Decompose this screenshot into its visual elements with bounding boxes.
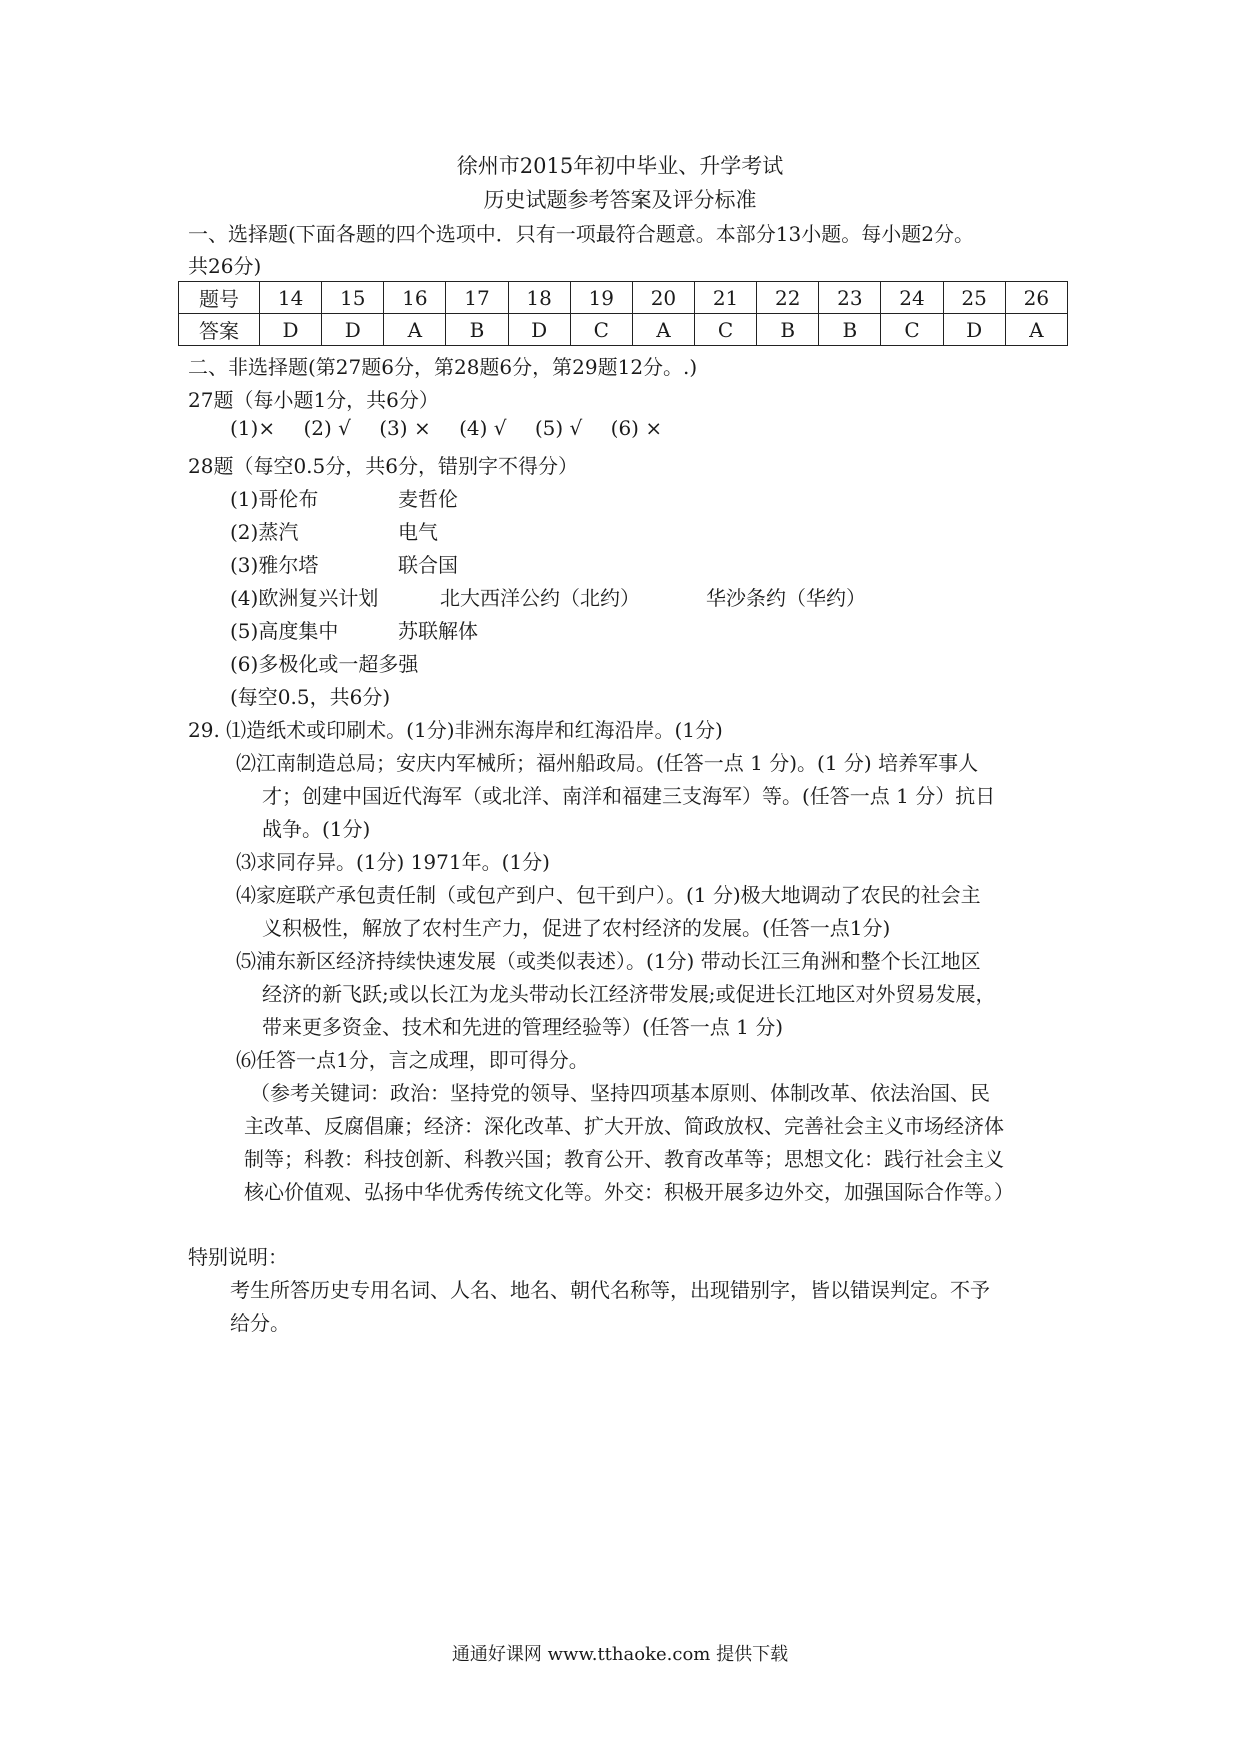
q29-part2-line: ⑵江南制造总局；安庆内军械所；福州船政局。(任答一点 1 分)。(1 分) 培养军事人 (236, 751, 979, 775)
q27-mark: (1)× (230, 416, 276, 440)
document-subtitle: 历史试题参考答案及评分标准 (483, 188, 757, 212)
q28-item: (3)雅尔塔 (230, 553, 319, 577)
answer-cell: C (694, 314, 756, 346)
question-number: 20 (632, 282, 694, 314)
answer-table (178, 281, 1068, 346)
answer-cell: B (819, 314, 881, 346)
answer-cell: B (446, 314, 508, 346)
q29-keywords-line: （参考关键词：政治：坚持党的领导、坚持四项基本原则、体制改革、依法治国、民 (250, 1081, 990, 1105)
question-number: 26 (1005, 282, 1067, 314)
q29-keywords-line: 制等；科教：科技创新、科教兴国；教育公开、教育改革等；思想文化：践行社会主义 (244, 1147, 1004, 1171)
q27-heading: 27题（每小题1分，共6分） (188, 388, 439, 412)
question-number: 19 (570, 282, 632, 314)
answer-cell: B (757, 314, 819, 346)
q28-item-answer: 联合国 (398, 553, 458, 577)
q29-part4-line: 义积极性，解放了农村生产力，促进了农村经济的发展。(任答一点1分) (262, 916, 891, 940)
q29-part2-line: 才；创建中国近代海军（或北洋、南洋和福建三支海军）等。(任答一点 1 分）抗日 (262, 784, 996, 808)
footer-credit: 通通好课网 www.tthaoke.com 提供下载 (451, 1644, 789, 1665)
question-number: 16 (384, 282, 446, 314)
q27-mark: (5) √ (534, 416, 583, 440)
answer-cell: A (1005, 314, 1067, 346)
q28-item-answer: 苏联解体 (398, 619, 478, 643)
q28-item-answer: 电气 (398, 520, 438, 544)
q29-part5-line: ⑸浦东新区经济持续快速发展（或类似表述）。(1分) 带动长江三角洲和整个长江地区 (236, 949, 981, 973)
question-number: 15 (322, 282, 384, 314)
row-label-answer: 答案 (179, 314, 260, 346)
answer-cell: D (943, 314, 1005, 346)
q29-part3: ⑶求同存异。(1分) 1971年。(1分) (236, 850, 550, 874)
q28-item-answer: 麦哲伦 (398, 487, 458, 511)
q29-part5-line: 经济的新飞跃;或以长江为龙头带动长江经济带发展;或促进长江地区对外贸易发展， (262, 982, 996, 1006)
q27-marks (230, 416, 662, 440)
question-number: 14 (260, 282, 322, 314)
q29-part2-line: 战争。(1分) (262, 817, 371, 841)
row-label-number: 题号 (179, 282, 260, 314)
q29-part5-line: 带来更多资金、技术和先进的管理经验等）(任答一点 1 分) (262, 1015, 784, 1039)
question-number: 24 (881, 282, 943, 314)
q29-part6: ⑹任答一点1分，言之成理，即可得分。 (236, 1048, 589, 1072)
q29-keywords-line: 核心价值观、弘扬中华优秀传统文化等。外交：积极开展多边外交，加强国际合作等。） (244, 1180, 1014, 1204)
special-text-line: 考生所答历史专用名词、人名、地名、朝代名称等，出现错别字，皆以错误判定。不予 (230, 1278, 990, 1302)
section1-heading: 一、选择题(下面各题的四个选项中．只有一项最符合题意。本部分13小题。每小题2分。 (188, 222, 974, 246)
question-number: 22 (757, 282, 819, 314)
answer-cell: A (384, 314, 446, 346)
answer-cell: D (322, 314, 384, 346)
q28-item-answer: 北大西洋公约（北约） (440, 586, 640, 610)
q28-heading: 28题（每空0.5分，共6分，错别字不得分） (188, 454, 578, 478)
answer-cell: D (508, 314, 570, 346)
q28-item: (1)哥伦布 (230, 487, 319, 511)
q27-mark: (2) √ (303, 416, 351, 440)
q29-part1: 29. ⑴造纸术或印刷术。(1分)非洲东海岸和红海沿岸。(1分) (188, 718, 723, 742)
q28-item: (2)蒸汽 (230, 520, 299, 544)
table-row-answers (179, 314, 1068, 346)
q29-keywords-line: 主改革、反腐倡廉；经济：深化改革、扩大开放、简政放权、完善社会主义市场经济体 (244, 1114, 1004, 1138)
answer-cell: C (570, 314, 632, 346)
q28-item: (6)多极化或一超多强 (230, 652, 419, 676)
table-row-numbers (179, 282, 1068, 314)
answer-cell: C (881, 314, 943, 346)
special-text-line: 给分。 (230, 1311, 290, 1335)
q27-mark: (3) × (379, 416, 431, 440)
question-number: 23 (819, 282, 881, 314)
question-number: 18 (508, 282, 570, 314)
question-number: 25 (943, 282, 1005, 314)
question-number: 17 (446, 282, 508, 314)
q29-part4-line: ⑷家庭联产承包责任制（或包产到户、包干到户）。(1 分)极大地调动了农民的社会主 (236, 883, 981, 907)
document-title: 徐州市2015年初中毕业、升学考试 (456, 154, 784, 178)
question-number: 21 (694, 282, 756, 314)
q28-item: (4)欧洲复兴计划 (230, 586, 379, 610)
q28-item: (5)高度集中 (230, 619, 339, 643)
answer-cell: D (260, 314, 322, 346)
special-heading: 特别说明： (188, 1245, 288, 1269)
section2-heading: 二、非选择题(第27题6分，第28题6分，第29题12分。.) (188, 355, 698, 379)
q28-note: (每空0.5，共6分) (230, 685, 391, 709)
q27-mark: (6) × (610, 416, 663, 440)
q28-item-answer: 华沙条约（华约） (706, 586, 866, 610)
section1-heading-cont: 共26分) (188, 254, 262, 278)
q27-mark: (4) √ (459, 416, 507, 440)
answer-cell: A (632, 314, 694, 346)
